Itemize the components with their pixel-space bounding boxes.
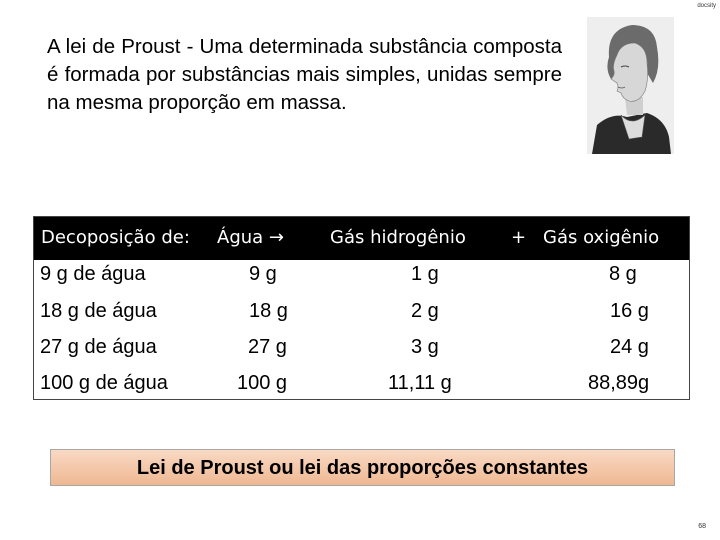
row-label: 18 g de água (40, 300, 157, 322)
row-label: 27 g de água (40, 336, 157, 358)
row-hydrogen: 3 g (411, 336, 439, 358)
row-label: 100 g de água (40, 372, 168, 394)
intro-paragraph: A lei de Proust - Uma determinada substância composta é formada por substâncias mais simples, unidas sempre na mesma proporção em massa. (47, 35, 562, 114)
header-label: Decoposição de: (41, 227, 190, 248)
header-water: Água → (217, 227, 284, 248)
row-oxygen: 24 g (610, 336, 649, 358)
row-hydrogen: 1 g (411, 263, 439, 285)
header-hydrogen: Gás hidrogênio (330, 227, 466, 248)
row-water: 18 g (249, 300, 288, 322)
portrait-image (587, 17, 674, 154)
table-header (34, 217, 689, 260)
watermark: docsity (697, 3, 716, 9)
header-oxygen: Gás oxigênio (543, 227, 660, 248)
header-plus: + (511, 227, 527, 248)
row-oxygen: 8 g (609, 263, 637, 285)
proust-law-banner: Lei de Proust ou lei das proporções constantes (50, 449, 675, 486)
page-number: 68 (698, 523, 706, 530)
row-water: 100 g (237, 372, 288, 394)
row-hydrogen: 2 g (411, 300, 439, 322)
row-oxygen: 16 g (610, 300, 649, 322)
row-water: 9 g (249, 263, 277, 285)
row-hydrogen: 11,11 g (388, 372, 452, 394)
proust-table (33, 216, 690, 400)
row-label: 9 g de água (40, 263, 146, 285)
row-oxygen: 88,89g (588, 372, 650, 394)
row-water: 27 g (248, 336, 287, 358)
